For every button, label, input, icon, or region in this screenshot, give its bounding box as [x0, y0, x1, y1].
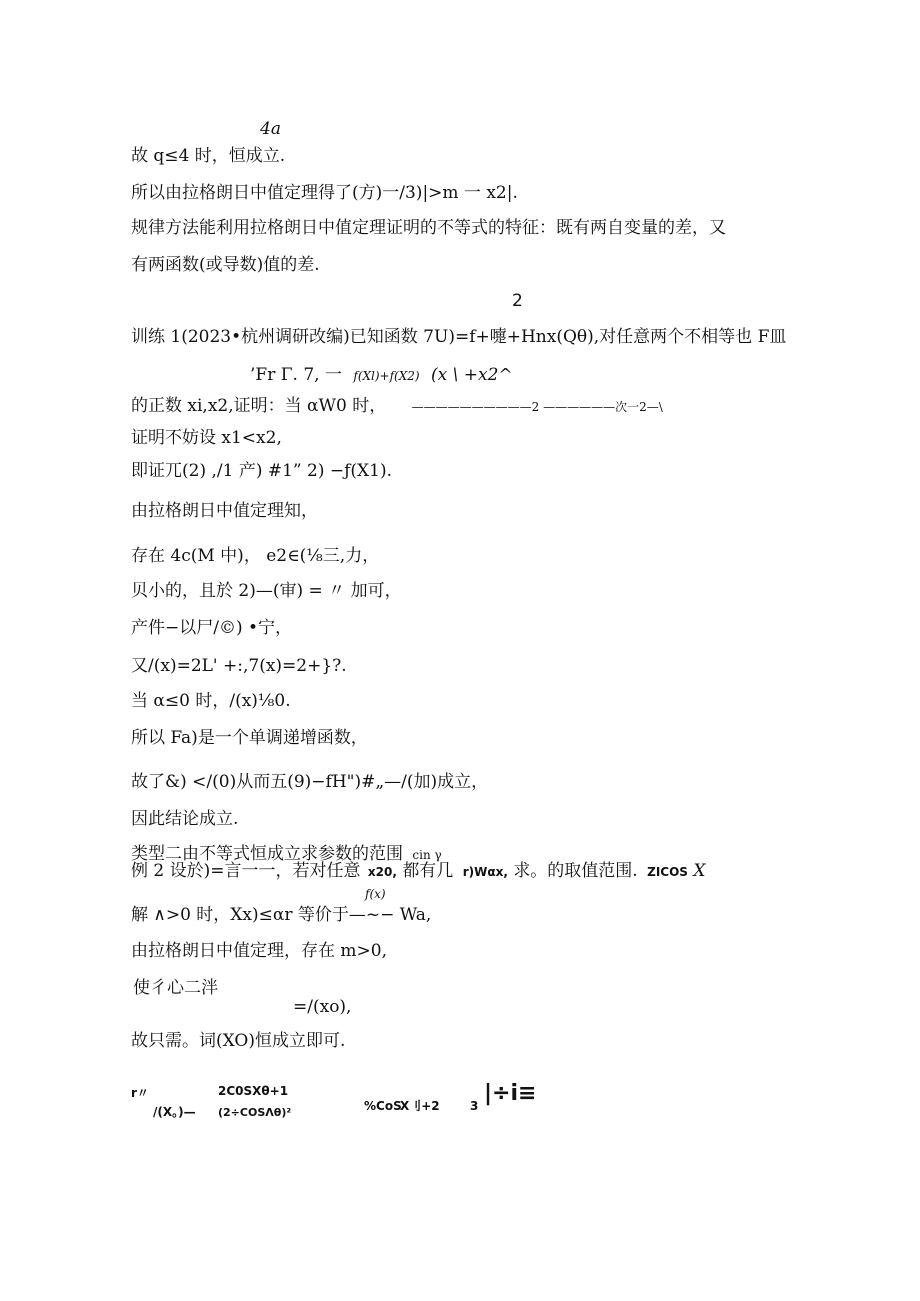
- formula-part: f(Xl)+f(X2): [353, 369, 420, 383]
- text-line: 所以 Fa)是一个单调递增函数，: [131, 728, 368, 748]
- overlap-text: cin γ: [412, 848, 442, 862]
- formula-part: (x \ +x2^: [431, 365, 513, 385]
- text-line: 由拉格朗日中值定理，存在 m>0,: [131, 941, 387, 961]
- formula-numerator: 2C0SXθ+1: [218, 1084, 289, 1098]
- formula-denominator: (2÷COSΛθ)²: [218, 1106, 292, 1119]
- conclusion: 因此结论成立.: [131, 809, 239, 829]
- formula-part: ’Fr Γ. 7, 一: [250, 365, 342, 385]
- text-line: 使彳心二泮: [133, 978, 218, 998]
- formula-term: X刂+2: [400, 1099, 440, 1113]
- text-line: 贝小的，且於 2)—(审) = 〃 加可，: [131, 581, 402, 601]
- formula-term: |÷i≡: [484, 1081, 537, 1106]
- exercise-1-heading: 训练 1(2023•杭州调研改编)已知函数 7U)=f+嚏+Hnx(Qθ),对任意两个不相等也 F皿: [131, 327, 787, 347]
- text-line: 产件−以尸/©) •宁，: [131, 618, 293, 638]
- formula-part: 的正数 xi,x2,证明：当 αW0 时，: [131, 396, 387, 416]
- text-line: 即证兀(2) ,/1 产) #1” 2) −ƒ(X1).: [131, 461, 393, 481]
- section-title: 类型二由不等式恒成立求参数的范围: [131, 844, 403, 864]
- example-2-line: [131, 860, 705, 883]
- text-line: 故只需。词(XO)恒成立即可.: [131, 1031, 346, 1051]
- rule-paragraph-cont: 有两函数(或导数)值的差.: [131, 255, 320, 275]
- formula-line: [131, 395, 663, 418]
- proof-start: 证明不妨设 x1<x2,: [131, 428, 282, 448]
- formula-lhs: /(X。)—: [153, 1105, 196, 1119]
- text-line: 故 q≤4 时，恒成立.: [131, 146, 286, 166]
- example-2-ineq: r)Wαx,: [462, 865, 508, 879]
- formula-line: [250, 364, 513, 387]
- example-2-text: 例 2 设於)=言一一，若对任意: [131, 861, 361, 881]
- formula-term: %CoS: [364, 1099, 402, 1113]
- formula-part: ——————————2 ——————次一2—\: [411, 400, 663, 414]
- fraction-numerator: f(x): [365, 887, 386, 901]
- text-line: 故了&) </(0)从而五(9)−fH")#„—/(加)成立，: [131, 772, 489, 792]
- example-2-var: X: [693, 861, 706, 881]
- fraction-denominator: 4𝑎: [260, 119, 281, 139]
- text-line: 存在 4c(M 中)， e2∈(⅛三,力，: [131, 546, 380, 566]
- example-2-text: 求。的取值范围.: [513, 861, 638, 881]
- text-line: 由拉格朗日中值定理知，: [131, 501, 318, 521]
- example-2-cond: x20,: [367, 865, 397, 879]
- text-line: 当 α≤0 时，/(x)⅛0.: [131, 691, 291, 711]
- example-2-text: 都有几: [402, 861, 454, 881]
- text-line: 又/(x)=2L' +:,7(x)=2+}?.: [131, 656, 347, 676]
- text-line: =/(xo),: [293, 997, 352, 1017]
- rule-paragraph: 规律方法能利用拉格朗日中值定理证明的不等式的特征：既有两自变量的差，又: [131, 218, 726, 238]
- text-line: 所以由拉格朗日中值定理得了(方)一/3)|>m 一 x2|.: [131, 183, 518, 203]
- solution-line: 解 ∧>0 时，Xx)≤αr 等价于—~− Wa,: [131, 905, 432, 925]
- formula-label: r〃: [131, 1086, 149, 1100]
- formula-term: 3: [470, 1099, 479, 1113]
- example-2-cos: ZICOS: [647, 865, 688, 879]
- superscript-2: 2: [512, 291, 523, 311]
